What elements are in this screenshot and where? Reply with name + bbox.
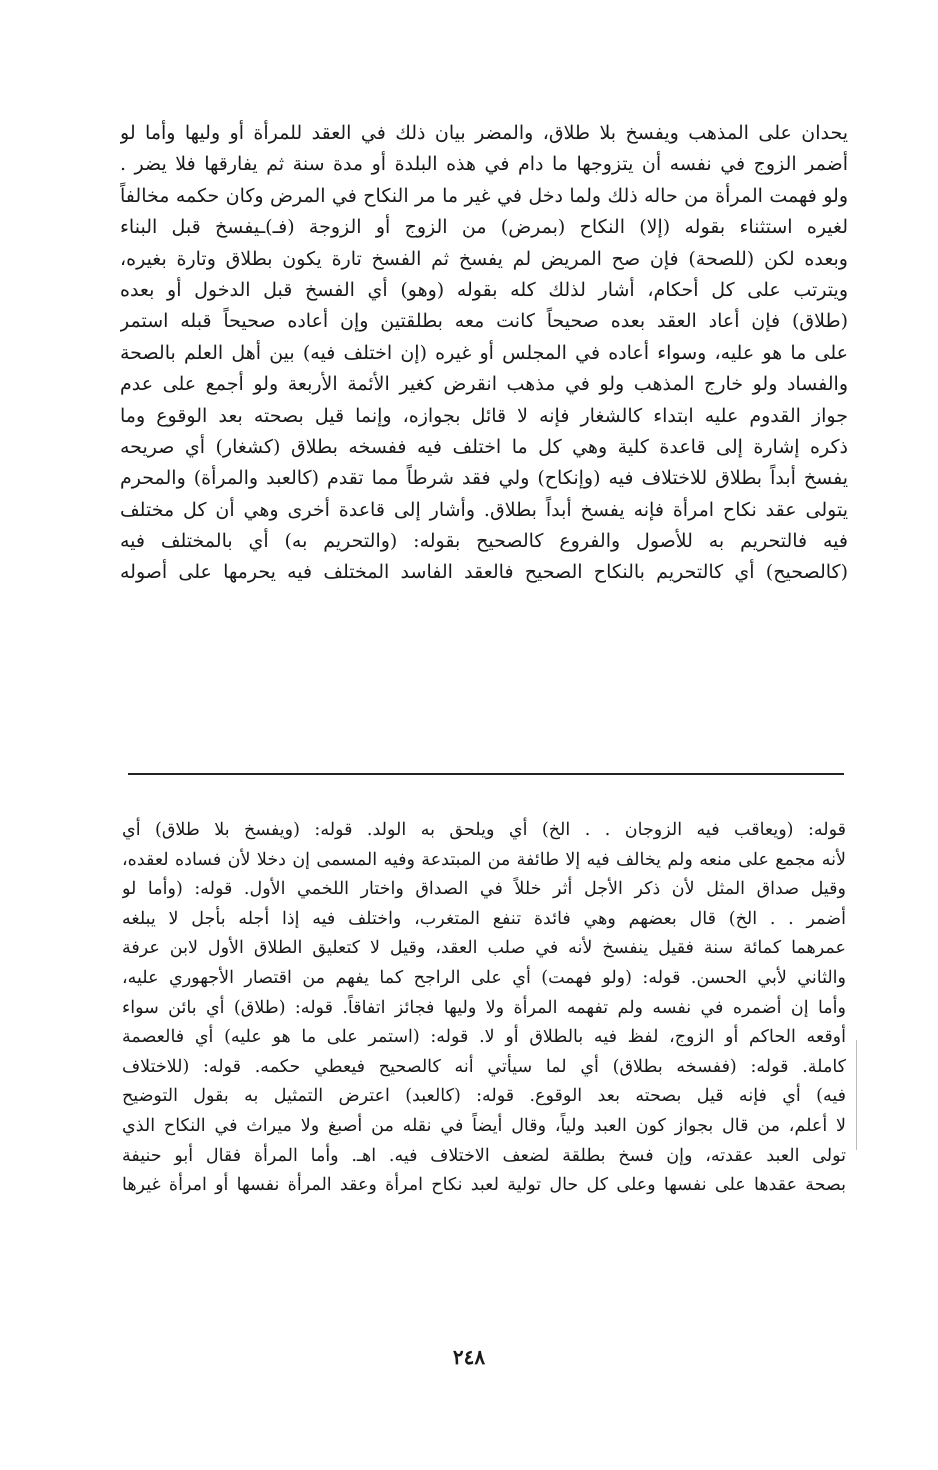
text-line: فيه فالتحريم به للأصول والفروع كالصحيح بقوله: (والتحريم به) أي بالمختلف فيه — [120, 530, 848, 553]
footnote-line: أضمر . . الخ) قال بعضهم وهي فائدة تنفع المتغرب، واختلف فيه إذا أجله بأجل لا يبلغه — [122, 908, 846, 929]
footnote-separator — [128, 773, 844, 775]
footnote-line: أوقعه الحاكم أو الزوج، لفظ فيه بالطلاق أو لا. قوله: (استمر على ما هو عليه) أي فالعصمة — [122, 1027, 846, 1048]
footnote-line: لأنه مجمع على منعه ولم يخالف فيه إلا طائفة من المبتدعة وفيه المسمى إن دخلا لأن فساده لعقده، — [122, 849, 846, 870]
footnote-line: بصحة عقدها على نفسها وعلى كل حال تولية لعبد نكاح امرأة وعقد المرأة نفسها أو امرأة غيرها — [122, 1175, 846, 1196]
main-text-block — [120, 118, 848, 589]
text-line: ويترتب على كل أحكام، أشار لذلك كله بقوله (وهو) أي الفسخ قبل الدخول أو بعده — [120, 278, 848, 301]
text-line: أضمر الزوج في نفسه أن يتزوجها ما دام في هذه البلدة أو مدة سنة ثم يفارقها فلا يضر . — [120, 153, 848, 176]
text-line: جواز القدوم عليه ابتداء كالشغار فإنه لا قائل بجوازه، وإنما قيل بصحته بعد الوقوع وما — [120, 404, 848, 427]
footnote-line: لا أعلم، من قال بجواز كون العبد ولياً، وقال أيضاً في نقله من أصبغ ولا ميراث في النكاح الذي — [122, 1115, 846, 1136]
footnote-line: عمرهما كمائة سنة فقيل ينفسخ لأنه في صلب العقد، وقيل لا كتعليق الطلاق الأول لابن عرفة — [122, 938, 846, 959]
text-line: ذكره إشارة إلى قاعدة كلية وهي كل ما اختلف فيه ففسخه بطلاق (كشغار) أي صريحه — [120, 435, 848, 458]
text-line: على ما هو عليه، وسواء أعاده في المجلس أو غيره (إن اختلف فيه) بين أهل العلم بالصحة — [120, 341, 848, 364]
footnote-line: فيه) أي فإنه قيل بصحته بعد الوقوع. قوله: (كالعبد) اعترض التمثيل به بقول التوضيح — [122, 1086, 846, 1107]
text-line: والفساد ولو خارج المذهب ولو في مذهب انقرض كغير الأئمة الأربعة ولو أجمع على عدم — [120, 373, 848, 396]
footnote-block — [122, 816, 846, 1201]
text-line: وبعده لكن (للصحة) فإن صح المريض لم يفسخ ثم الفسخ تارة يكون بطلاق وتارة بغيره، — [120, 247, 848, 270]
scan-margin-line — [856, 1040, 857, 1150]
text-line: يتولى عقد نكاح امرأة فإنه يفسخ أبداً بطلاق. وأشار إلى قاعدة أخرى وهي أن كل مختلف — [120, 498, 848, 521]
text-line: (طلاق) فإن أعاد العقد بعده صحيحاً كانت معه بطلقتين وإن أعاده صحيحاً قبله استمر — [120, 310, 848, 333]
footnote-line: والثاني لأبي الحسن. قوله: (ولو فهمت) أي على الراجح كما يفهم من اقتصار الأجهوري عليه، — [122, 967, 846, 988]
page-number: ٢٤٨ — [452, 1345, 486, 1369]
text-line: يفسخ أبداً بطلاق للاختلاف فيه (وإنكاح) ولي فقد شرطاً مما تقدم (كالعبد والمرأة) والمحرم — [120, 467, 848, 490]
text-line: ولو فهمت المرأة من حاله ذلك ولما دخل في غير ما مر النكاح في المرض وكان حكمه مخالفاً — [120, 184, 848, 207]
footnote-line: تولى العبد عقدته، وإن فسخ بطلقة لضعف الاختلاف فيه. اهـ. وأما المرأة فقال أبو حنيفة — [122, 1145, 846, 1166]
footnote-line: قوله: (ويعاقب فيه الزوجان . . الخ) أي ويلحق به الولد. قوله: (ويفسخ بلا طلاق) أي — [122, 820, 846, 840]
footnote-line: كاملة. قوله: (ففسخه بطلاق) أي لما سيأتي أنه كالصحيح فيعطي حكمه. قوله: (للاختلاف — [122, 1056, 846, 1077]
text-line: (كالصحيح) أي كالتحريم بالنكاح الصحيح فالعقد الفاسد المختلف فيه يحرمها على أصوله — [120, 561, 848, 584]
text-line: يحدان على المذهب ويفسخ بلا طلاق، والمضر بيان ذلك في العقد للمرأة أو وليها وأما لو — [120, 122, 848, 144]
footnote-line: وقيل صداق المثل لأن ذكر الأجل أثر خللاً في الصداق واختار اللخمي الأول. قوله: (وأما لو — [122, 879, 846, 900]
footnote-line: وأما إن أضمره في نفسه ولم تفهمه المرأة ولا وليها فجائز اتفاقاً. قوله: (طلاق) أي بائن سواء — [122, 997, 846, 1018]
text-line: لغيره استثناء بقوله (إلا) النكاح (بمرض) من الزوج أو الزوجة (فـ)ـيفسخ قبل البناء — [120, 216, 848, 239]
